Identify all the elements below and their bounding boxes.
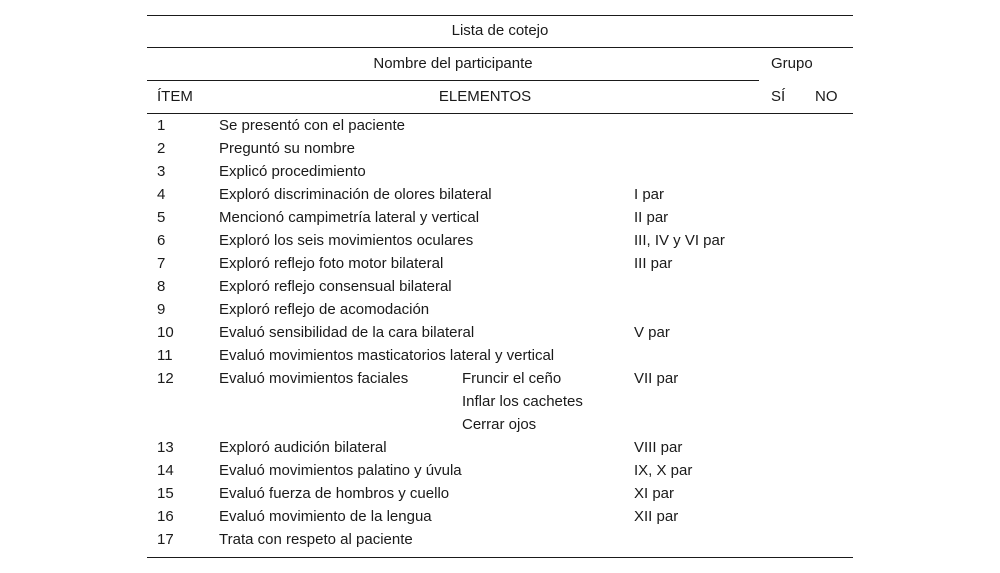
table-title: Lista de cotejo	[451, 22, 549, 39]
item-number: 7	[157, 255, 166, 272]
item-element: Evaluó movimiento de la lengua	[219, 508, 432, 525]
item-number: 11	[157, 347, 173, 364]
table-row	[147, 345, 853, 368]
table-row	[147, 253, 853, 276]
item-element: Preguntó su nombre	[219, 140, 355, 157]
item-number: 1	[157, 117, 166, 134]
item-cranial-pair: XII par	[634, 508, 679, 525]
item-element: Exploró reflejo de acomodación	[219, 301, 430, 318]
item-number: 4	[157, 186, 166, 203]
item-number: 8	[157, 278, 166, 295]
group-label: Grupo	[771, 55, 813, 72]
item-element: Exploró reflejo consensual bilateral	[219, 278, 452, 295]
item-number: 3	[157, 163, 166, 180]
bottom-rule	[147, 557, 853, 558]
participant-rule	[147, 80, 759, 81]
item-number: 9	[157, 301, 166, 318]
table-row	[147, 414, 853, 437]
title-rule	[147, 47, 853, 48]
item-number: 17	[157, 531, 174, 548]
table-row	[147, 437, 853, 460]
item-subelement: Fruncir el ceño	[462, 370, 562, 387]
item-number: 2	[157, 140, 166, 157]
item-cranial-pair: XI par	[634, 485, 675, 502]
table-row	[147, 368, 853, 391]
participant-label: Nombre del participante	[373, 55, 533, 72]
item-number: 14	[157, 462, 174, 479]
table-row	[147, 161, 853, 184]
table-row	[147, 460, 853, 483]
item-element: Mencionó campimetría lateral y vertical	[219, 209, 480, 226]
header-item: ÍTEM	[157, 88, 193, 105]
table-row	[147, 529, 853, 552]
item-cranial-pair: IX, X par	[634, 462, 693, 479]
header-si: SÍ	[771, 88, 786, 105]
item-number: 12	[157, 370, 174, 387]
header-no: NO	[815, 88, 838, 105]
table-row	[147, 391, 853, 414]
table-row	[147, 299, 853, 322]
item-cranial-pair: III par	[634, 255, 673, 272]
header-rule	[147, 113, 853, 114]
item-element: Se presentó con el paciente	[219, 117, 405, 134]
item-number: 16	[157, 508, 174, 525]
item-element: Evaluó sensibilidad de la cara bilateral	[219, 324, 475, 341]
table-row	[147, 184, 853, 207]
item-number: 5	[157, 209, 166, 226]
checklist-table	[147, 15, 853, 558]
item-cranial-pair: I par	[634, 186, 665, 203]
item-number: 6	[157, 232, 166, 249]
item-element: Exploró los seis movimientos oculares	[219, 232, 474, 249]
item-element: Exploró audición bilateral	[219, 439, 387, 456]
item-cranial-pair: III, IV y VI par	[634, 232, 725, 249]
item-element: Exploró discriminación de olores bilateral	[219, 186, 492, 203]
header-elements: ELEMENTOS	[438, 88, 532, 105]
item-element: Explicó procedimiento	[219, 163, 366, 180]
table-row	[147, 115, 853, 138]
item-element: Trata con respeto al paciente	[219, 531, 413, 548]
table-row	[147, 276, 853, 299]
table-row	[147, 322, 853, 345]
item-element: Evaluó movimientos masticatorios lateral y vertical	[219, 347, 555, 364]
table-row	[147, 138, 853, 161]
item-element: Evaluó movimientos palatino y úvula	[219, 462, 462, 479]
item-cranial-pair: V par	[634, 324, 670, 341]
item-element: Evaluó movimientos faciales	[219, 370, 409, 387]
item-cranial-pair: VIII par	[634, 439, 683, 456]
item-number: 10	[157, 324, 174, 341]
item-element: Exploró reflejo foto motor bilateral	[219, 255, 444, 272]
item-cranial-pair: VII par	[634, 370, 679, 387]
table-row	[147, 506, 853, 529]
item-number: 15	[157, 485, 174, 502]
table-row	[147, 230, 853, 253]
item-subelement: Cerrar ojos	[462, 416, 537, 433]
item-number: 13	[157, 439, 174, 456]
item-cranial-pair: II par	[634, 209, 669, 226]
item-element: Evaluó fuerza de hombros y cuello	[219, 485, 450, 502]
top-rule	[147, 15, 853, 16]
item-subelement: Inflar los cachetes	[462, 393, 583, 410]
table-row	[147, 207, 853, 230]
table-row	[147, 483, 853, 506]
